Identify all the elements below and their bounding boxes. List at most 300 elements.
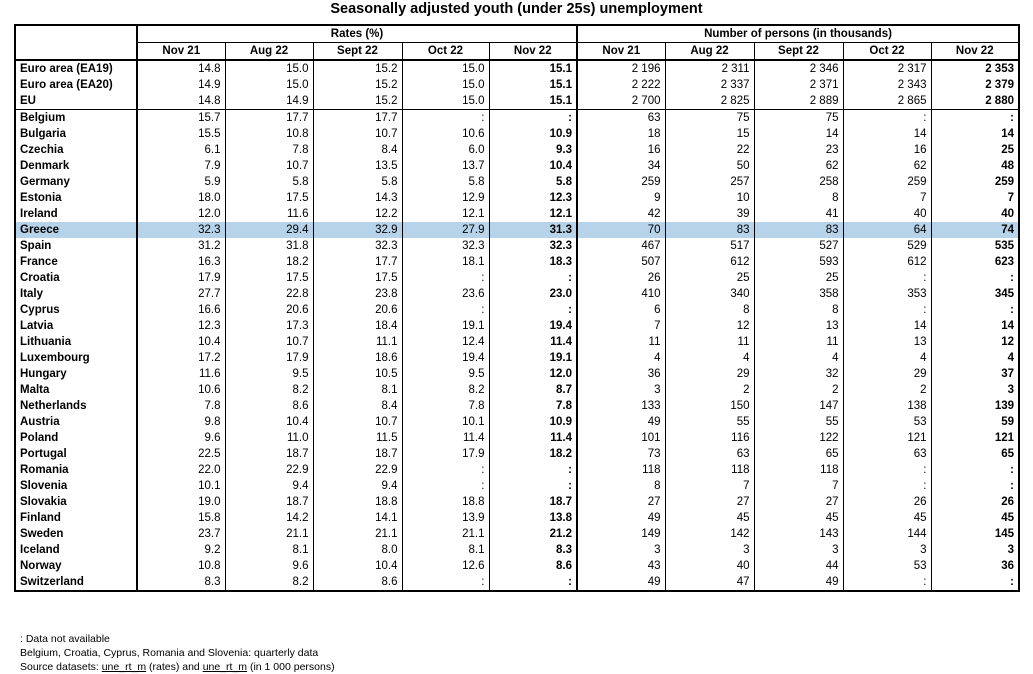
country-name: Slovakia (20, 496, 67, 508)
cell-value: 15.2 (375, 63, 398, 75)
rate-cell (225, 462, 313, 478)
cell-value: 2 317 (897, 63, 927, 75)
cell-value: 45 (1001, 512, 1014, 524)
rate-cell (225, 270, 313, 286)
cell-value: : (1010, 304, 1014, 316)
rate-cell (137, 510, 225, 526)
persons-cell (665, 494, 754, 510)
cell-value: 18.4 (375, 320, 398, 332)
persons-cell (931, 414, 1019, 430)
rate-cell (313, 318, 402, 334)
rate-cell (313, 526, 402, 542)
cell-value: 70 (647, 224, 661, 236)
persons-cell (665, 77, 754, 93)
table-row (15, 414, 1019, 430)
cell-value: 3 (1007, 544, 1014, 556)
cell-value: 59 (1001, 416, 1014, 428)
cell-value: 3 (654, 544, 661, 556)
rate-cell (137, 414, 225, 430)
rate-cell (313, 574, 402, 591)
cell-value: 7.8 (556, 400, 572, 412)
rate-cell (402, 382, 489, 398)
table-row (15, 254, 1019, 270)
cell-value: 623 (994, 256, 1014, 268)
persons-cell (665, 398, 754, 414)
persons-cell (843, 414, 931, 430)
cell-value: 7 (743, 480, 750, 492)
rate-cell (489, 142, 577, 158)
cell-value: 353 (907, 288, 927, 300)
cell-value: 18 (647, 128, 661, 140)
cell-value: 16.3 (198, 256, 221, 268)
cell-value: 31.3 (549, 224, 572, 236)
country-label (15, 478, 137, 494)
cell-value: 8.0 (381, 544, 398, 556)
cell-value: 22.8 (286, 288, 309, 300)
persons-cell (754, 93, 843, 110)
cell-value: 22.9 (286, 464, 309, 476)
persons-cell (931, 430, 1019, 446)
cell-value: 23 (825, 144, 839, 156)
header-blank-2 (15, 43, 137, 61)
cell-value: 3 (832, 544, 839, 556)
country-name: Switzerland (20, 576, 84, 588)
cell-value: 139 (994, 400, 1014, 412)
persons-cell (843, 478, 931, 494)
cell-value: 45 (913, 512, 927, 524)
persons-cell (754, 110, 843, 127)
cell-value: 65 (1001, 448, 1014, 460)
rate-cell (489, 334, 577, 350)
rate-cell (137, 126, 225, 142)
rate-cell (137, 366, 225, 382)
persons-cell (577, 238, 665, 254)
cell-value: 19.1 (549, 352, 572, 364)
cell-value: 8.4 (381, 144, 398, 156)
country-label (15, 110, 137, 127)
persons-cell (843, 126, 931, 142)
rate-cell (225, 254, 313, 270)
persons-cell (577, 318, 665, 334)
period-header-persons: Oct 22 (843, 43, 931, 61)
cell-value: 14 (825, 128, 839, 140)
cell-value: 14 (1001, 320, 1014, 332)
cell-value: 133 (641, 400, 661, 412)
persons-cell (577, 382, 665, 398)
cell-value: 2 343 (897, 79, 927, 91)
cell-value: 32.3 (462, 240, 485, 252)
cell-value: 11.6 (286, 208, 309, 220)
cell-value: 40 (1001, 208, 1014, 220)
cell-value: 258 (819, 176, 839, 188)
rate-cell (225, 350, 313, 366)
table-row (15, 142, 1019, 158)
rate-cell (313, 206, 402, 222)
persons-cell (577, 174, 665, 190)
table-row (15, 478, 1019, 494)
country-label (15, 462, 137, 478)
cell-value: 21.1 (286, 528, 309, 540)
period-header-persons: Nov 22 (931, 43, 1019, 61)
rate-cell (402, 318, 489, 334)
persons-cell (665, 462, 754, 478)
persons-cell (931, 254, 1019, 270)
cell-value: 15.2 (375, 79, 398, 91)
rate-cell (137, 526, 225, 542)
rate-cell (137, 558, 225, 574)
persons-cell (843, 302, 931, 318)
cell-value: 55 (736, 416, 750, 428)
cell-value: 10.7 (286, 336, 309, 348)
persons-cell (577, 526, 665, 542)
cell-value: 15.8 (198, 512, 221, 524)
cell-value: 18.7 (286, 448, 309, 460)
note-source (20, 660, 335, 674)
cell-value: 15.1 (549, 95, 572, 107)
country-name: Austria (20, 416, 60, 428)
persons-cell (931, 190, 1019, 206)
cell-value: 23.7 (198, 528, 221, 540)
rate-cell (402, 60, 489, 77)
cell-value: 36 (1001, 560, 1014, 572)
cell-value: 2 700 (631, 95, 661, 107)
table-title: Seasonally adjusted youth (under 25s) unemployment (330, 1, 703, 17)
persons-cell (665, 110, 754, 127)
rate-cell (489, 526, 577, 542)
cell-value: 2 337 (720, 79, 750, 91)
cell-value: 23.8 (375, 288, 398, 300)
cell-value: 14.2 (286, 512, 309, 524)
rate-cell (402, 190, 489, 206)
cell-value: 8.1 (381, 384, 398, 396)
rate-cell (225, 222, 313, 238)
persons-cell (665, 574, 754, 591)
cell-value: 48 (1001, 160, 1014, 172)
cell-value: 10.7 (286, 160, 309, 172)
persons-cell (754, 430, 843, 446)
rate-cell (225, 286, 313, 302)
cell-value: : (923, 576, 927, 588)
rate-cell (402, 558, 489, 574)
rate-cell (402, 334, 489, 350)
persons-cell (665, 366, 754, 382)
cell-value: 8.2 (292, 384, 309, 396)
persons-cell (577, 286, 665, 302)
country-label (15, 126, 137, 142)
period-header-rates: Oct 22 (402, 43, 489, 61)
persons-cell (577, 302, 665, 318)
table-row (15, 574, 1019, 591)
country-name: Iceland (20, 544, 60, 556)
cell-value: 2 (920, 384, 927, 396)
cell-value: : (568, 576, 572, 588)
persons-cell (577, 158, 665, 174)
cell-value: 3 (743, 544, 750, 556)
table-row (15, 334, 1019, 350)
persons-cell (931, 558, 1019, 574)
persons-cell (843, 77, 931, 93)
persons-cell (843, 526, 931, 542)
cell-value: 15.1 (549, 79, 572, 91)
cell-value: 53 (913, 560, 927, 572)
persons-cell (843, 254, 931, 270)
cell-value: 43 (647, 560, 661, 572)
rate-cell (402, 574, 489, 591)
rate-cell (225, 158, 313, 174)
cell-value: 19.4 (549, 320, 572, 332)
rate-cell (225, 430, 313, 446)
country-label (15, 286, 137, 302)
persons-group-header: Number of persons (in thousands) (577, 25, 1019, 43)
persons-cell (931, 142, 1019, 158)
rate-cell (489, 110, 577, 127)
cell-value: 49 (647, 416, 661, 428)
persons-cell (754, 574, 843, 591)
country-label (15, 60, 137, 77)
cell-value: 18.6 (375, 352, 398, 364)
cell-value: 17.5 (286, 192, 309, 204)
persons-cell (931, 126, 1019, 142)
rate-cell (489, 302, 577, 318)
unemployment-table (14, 24, 1020, 592)
rate-cell (313, 494, 402, 510)
rate-cell (225, 302, 313, 318)
rate-cell (225, 334, 313, 350)
source-persons-link[interactable]: une_rt_m (202, 661, 248, 673)
rate-cell (489, 494, 577, 510)
cell-value: : (481, 464, 485, 476)
cell-value: 18.8 (462, 496, 485, 508)
period-header-rates: Aug 22 (225, 43, 313, 61)
cell-value: 12.1 (462, 208, 485, 220)
country-name: Malta (20, 384, 50, 396)
country-name: Netherlands (20, 400, 87, 412)
rate-cell (137, 158, 225, 174)
rate-cell (225, 77, 313, 93)
cell-value: 27 (647, 496, 661, 508)
country-name: Latvia (20, 320, 54, 332)
rate-cell (313, 174, 402, 190)
cell-value: 62 (825, 160, 839, 172)
cell-value: 259 (641, 176, 661, 188)
country-label (15, 430, 137, 446)
country-label (15, 318, 137, 334)
period-header-rates: Sept 22 (313, 43, 402, 61)
cell-value: 11 (826, 336, 839, 348)
cell-value: : (481, 576, 485, 588)
persons-cell (754, 446, 843, 462)
table-row (15, 238, 1019, 254)
table-row (15, 318, 1019, 334)
cell-value: 31.2 (198, 240, 221, 252)
cell-value: 16 (647, 144, 661, 156)
cell-value: 10.9 (549, 128, 572, 140)
cell-value: 22.0 (198, 464, 221, 476)
persons-cell (665, 93, 754, 110)
cell-value: 63 (647, 112, 661, 124)
cell-value: : (1010, 464, 1014, 476)
persons-cell (754, 302, 843, 318)
cell-value: : (481, 480, 485, 492)
cell-value: 11.4 (550, 432, 572, 444)
rate-cell (225, 238, 313, 254)
rate-cell (489, 382, 577, 398)
rate-cell (313, 126, 402, 142)
cell-value: 9.8 (204, 416, 221, 428)
cell-value: 40 (913, 208, 927, 220)
rate-cell (313, 222, 402, 238)
country-name: Luxembourg (20, 352, 90, 364)
country-label (15, 174, 137, 190)
cell-value: 6.0 (468, 144, 485, 156)
country-label (15, 158, 137, 174)
cell-value: 358 (819, 288, 839, 300)
cell-value: 49 (647, 512, 661, 524)
rate-cell (489, 93, 577, 110)
cell-value: 19.1 (462, 320, 485, 332)
rate-cell (225, 190, 313, 206)
cell-value: 2 222 (631, 79, 661, 91)
cell-value: 340 (730, 288, 750, 300)
rate-cell (313, 190, 402, 206)
persons-cell (754, 350, 843, 366)
cell-value: 535 (994, 240, 1014, 252)
cell-value: 39 (736, 208, 750, 220)
rate-cell (137, 350, 225, 366)
rate-cell (402, 270, 489, 286)
persons-cell (577, 110, 665, 127)
persons-cell (843, 510, 931, 526)
rate-cell (225, 142, 313, 158)
cell-value: 63 (736, 448, 750, 460)
cell-value: : (568, 304, 572, 316)
cell-value: 14 (913, 128, 927, 140)
country-label (15, 542, 137, 558)
persons-cell (931, 93, 1019, 110)
country-name: Norway (20, 560, 62, 572)
persons-cell (754, 414, 843, 430)
cell-value: : (481, 304, 485, 316)
cell-value: 15.5 (198, 128, 221, 140)
cell-value: 21.1 (462, 528, 485, 540)
rate-cell (489, 478, 577, 494)
rate-cell (489, 430, 577, 446)
cell-value: 53 (913, 416, 927, 428)
persons-cell (754, 558, 843, 574)
rate-cell (489, 542, 577, 558)
persons-cell (754, 334, 843, 350)
cell-value: 15 (736, 128, 750, 140)
cell-value: 12 (736, 320, 750, 332)
rate-cell (489, 510, 577, 526)
country-label (15, 222, 137, 238)
country-name: Croatia (20, 272, 60, 284)
cell-value: 13.8 (549, 512, 572, 524)
cell-value: 26 (1001, 496, 1014, 508)
persons-cell (577, 60, 665, 77)
period-header-persons: Nov 21 (577, 43, 665, 61)
cell-value: 9.5 (468, 368, 485, 380)
persons-cell (843, 462, 931, 478)
cell-value: 10.8 (286, 128, 309, 140)
rate-cell (402, 510, 489, 526)
persons-cell (577, 430, 665, 446)
cell-value: 32.3 (549, 240, 572, 252)
rate-cell (489, 270, 577, 286)
persons-cell (754, 206, 843, 222)
rate-cell (137, 174, 225, 190)
source-rates-link[interactable]: une_rt_m (101, 661, 147, 673)
rate-cell (225, 542, 313, 558)
cell-value: 25 (736, 272, 750, 284)
persons-cell (665, 254, 754, 270)
persons-cell (577, 366, 665, 382)
cell-value: 27 (825, 496, 839, 508)
country-name: Euro area (EA20) (20, 79, 113, 91)
cell-value: 32.3 (375, 240, 398, 252)
cell-value: 42 (647, 208, 661, 220)
rate-cell (313, 446, 402, 462)
rate-cell (402, 398, 489, 414)
rate-cell (402, 366, 489, 382)
cell-value: 5.8 (556, 176, 572, 188)
persons-cell (665, 190, 754, 206)
cell-value: 18.2 (286, 256, 309, 268)
cell-value: 25 (825, 272, 839, 284)
cell-value: 41 (825, 208, 839, 220)
table-row (15, 382, 1019, 398)
rate-cell (402, 542, 489, 558)
persons-cell (931, 174, 1019, 190)
cell-value: 7 (920, 192, 927, 204)
persons-cell (931, 302, 1019, 318)
persons-cell (754, 526, 843, 542)
cell-value: 14.8 (198, 95, 221, 107)
country-label (15, 270, 137, 286)
rate-cell (137, 60, 225, 77)
cell-value: 27.9 (462, 224, 485, 236)
cell-value: 17.3 (286, 320, 309, 332)
cell-value: 26 (913, 496, 927, 508)
rate-cell (489, 574, 577, 591)
cell-value: 45 (736, 512, 750, 524)
rate-cell (137, 302, 225, 318)
cell-value: 2 346 (809, 63, 839, 75)
rate-cell (402, 77, 489, 93)
cell-value: 18.3 (549, 256, 572, 268)
rate-cell (489, 254, 577, 270)
period-header-persons: Aug 22 (665, 43, 754, 61)
cell-value: 17.9 (198, 272, 221, 284)
rate-cell (489, 206, 577, 222)
country-label (15, 366, 137, 382)
rate-cell (489, 238, 577, 254)
header-blank (15, 25, 137, 43)
cell-value: 10.7 (375, 416, 398, 428)
rate-cell (313, 334, 402, 350)
cell-value: 517 (730, 240, 750, 252)
country-label (15, 398, 137, 414)
cell-value: 3 (1007, 384, 1014, 396)
rate-cell (489, 398, 577, 414)
persons-cell (754, 462, 843, 478)
persons-cell (754, 254, 843, 270)
persons-cell (843, 222, 931, 238)
cell-value: 2 379 (985, 79, 1014, 91)
cell-value: 64 (913, 224, 927, 236)
country-label (15, 302, 137, 318)
rate-cell (402, 222, 489, 238)
